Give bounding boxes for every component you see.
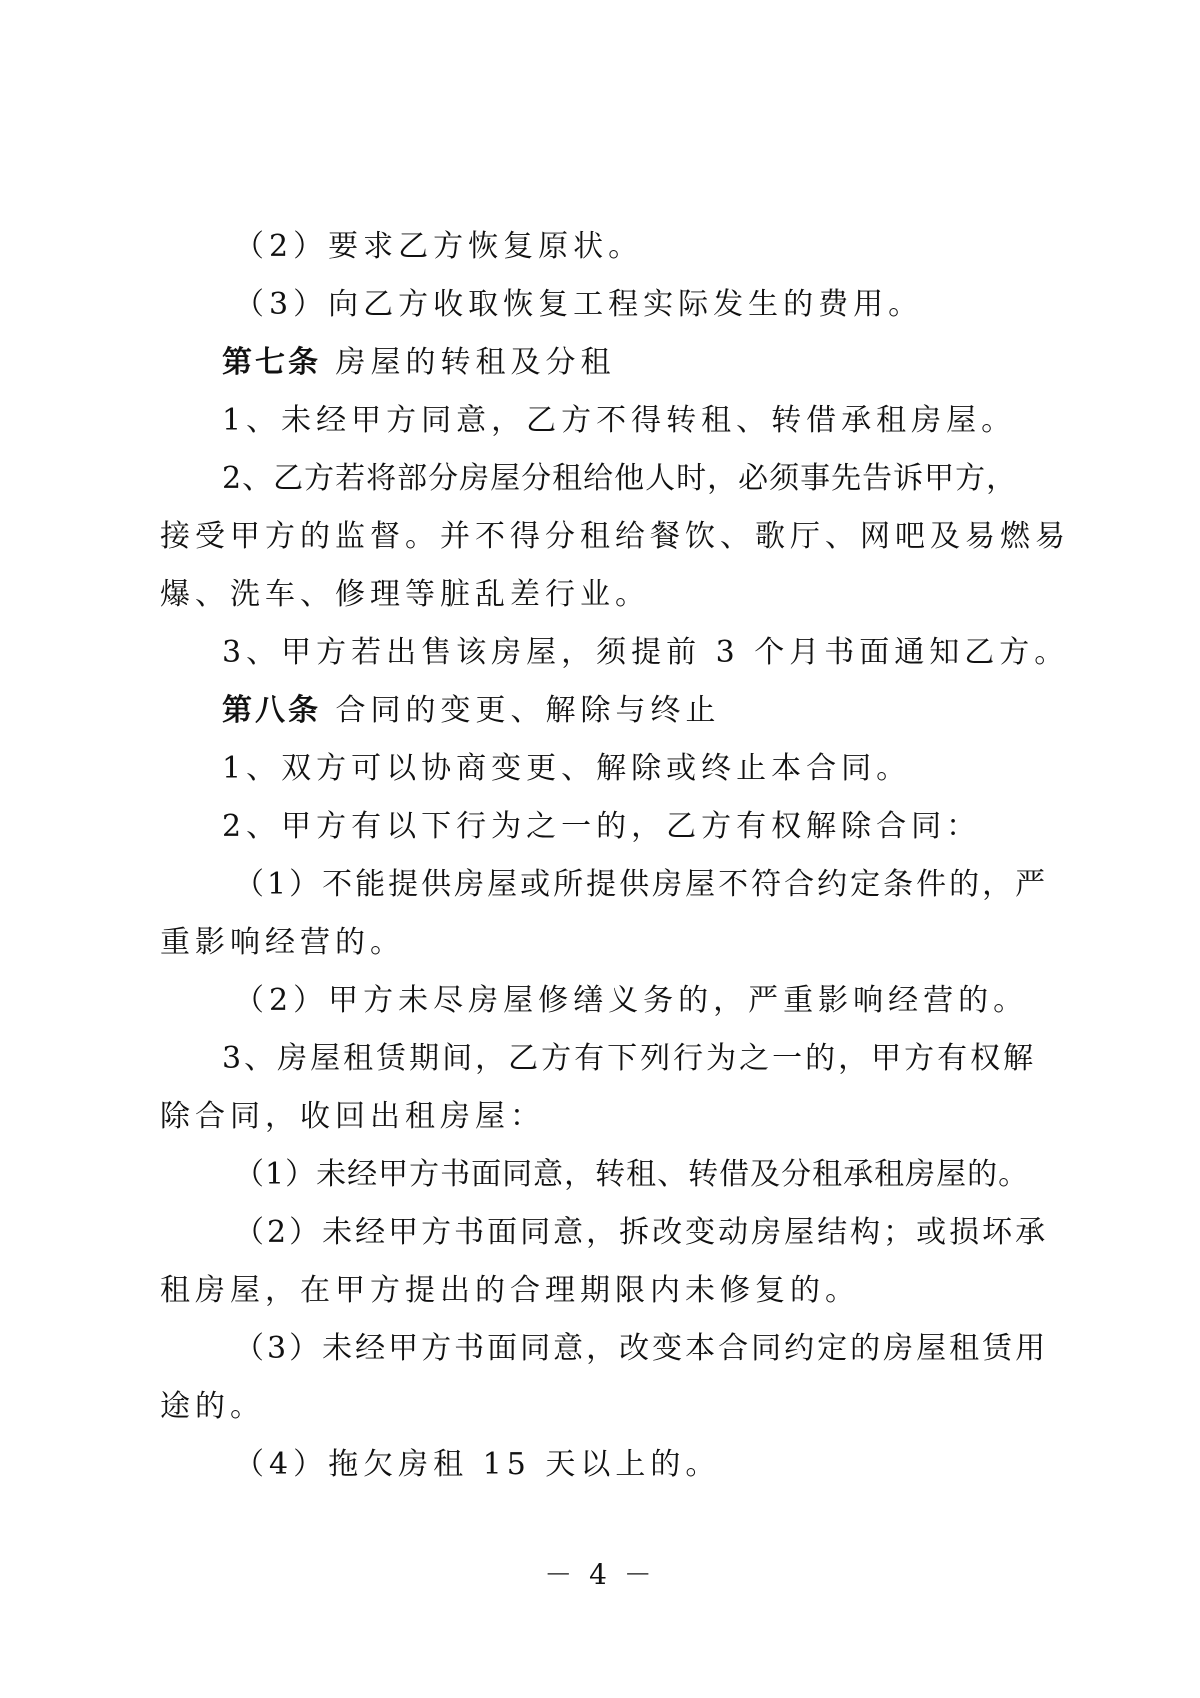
paragraph-line: （4）拖欠房租 15 天以上的。 xyxy=(234,1447,721,1482)
article-title: 房屋的转租及分租 xyxy=(335,345,616,380)
paragraph-line: 2、甲方有以下行为之一的，乙方有权解除合同： xyxy=(222,809,982,844)
paragraph-line: 3、房屋租赁期间，乙方有下列行为之一的，甲方有权解 xyxy=(222,1041,1037,1076)
article-heading-7 xyxy=(160,334,1050,392)
article-label: 第八条 xyxy=(222,693,321,728)
article-title: 合同的变更、解除与终止 xyxy=(335,693,721,728)
paragraph-line: （2）甲方未尽房屋修缮义务的，严重影响经营的。 xyxy=(234,983,1029,1018)
paragraph-line: 3、甲方若出售该房屋，须提前 3 个月书面通知乙方。 xyxy=(222,635,1070,670)
paragraph-line: 1、双方可以协商变更、解除或终止本合同。 xyxy=(222,751,912,786)
paragraph-line: 除合同，收回出租房屋： xyxy=(160,1099,545,1134)
paragraph-line: 爆、洗车、修理等脏乱差行业。 xyxy=(160,577,650,612)
article-heading-8 xyxy=(160,682,1050,740)
paragraph-line: （1）不能提供房屋或所提供房屋不符合约定条件的，严 xyxy=(234,867,1049,902)
paragraph-line: 接受甲方的监督。并不得分租给餐饮、歌厅、网吧及易燃易 xyxy=(160,519,1070,554)
paragraph-line: （2）未经甲方书面同意，拆改变动房屋结构；或损坏承 xyxy=(234,1215,1049,1250)
paragraph-line: 2、乙方若将部分房屋分租给他人时，必须事先告诉甲方， xyxy=(222,461,1018,496)
paragraph-line: （3）向乙方收取恢复工程实际发生的费用。 xyxy=(234,287,924,322)
paragraph-line: 重影响经营的。 xyxy=(160,925,405,960)
article-label: 第七条 xyxy=(222,345,321,380)
paragraph-line: 租房屋，在甲方提出的合理期限内未修复的。 xyxy=(160,1273,860,1308)
paragraph-line: （3）未经甲方书面同意，改变本合同约定的房屋租赁用 xyxy=(234,1331,1049,1366)
paragraph-line: 途的。 xyxy=(160,1389,265,1424)
paragraph-line: （2）要求乙方恢复原状。 xyxy=(234,229,644,264)
paragraph-line: 1、未经甲方同意，乙方不得转租、转借承租房屋。 xyxy=(222,403,1017,438)
paragraph-line: （1）未经甲方书面同意，转租、转借及分租承租房屋的。 xyxy=(234,1157,1030,1192)
document-body xyxy=(160,218,1070,1494)
page-number: － 4 － xyxy=(544,1558,656,1591)
